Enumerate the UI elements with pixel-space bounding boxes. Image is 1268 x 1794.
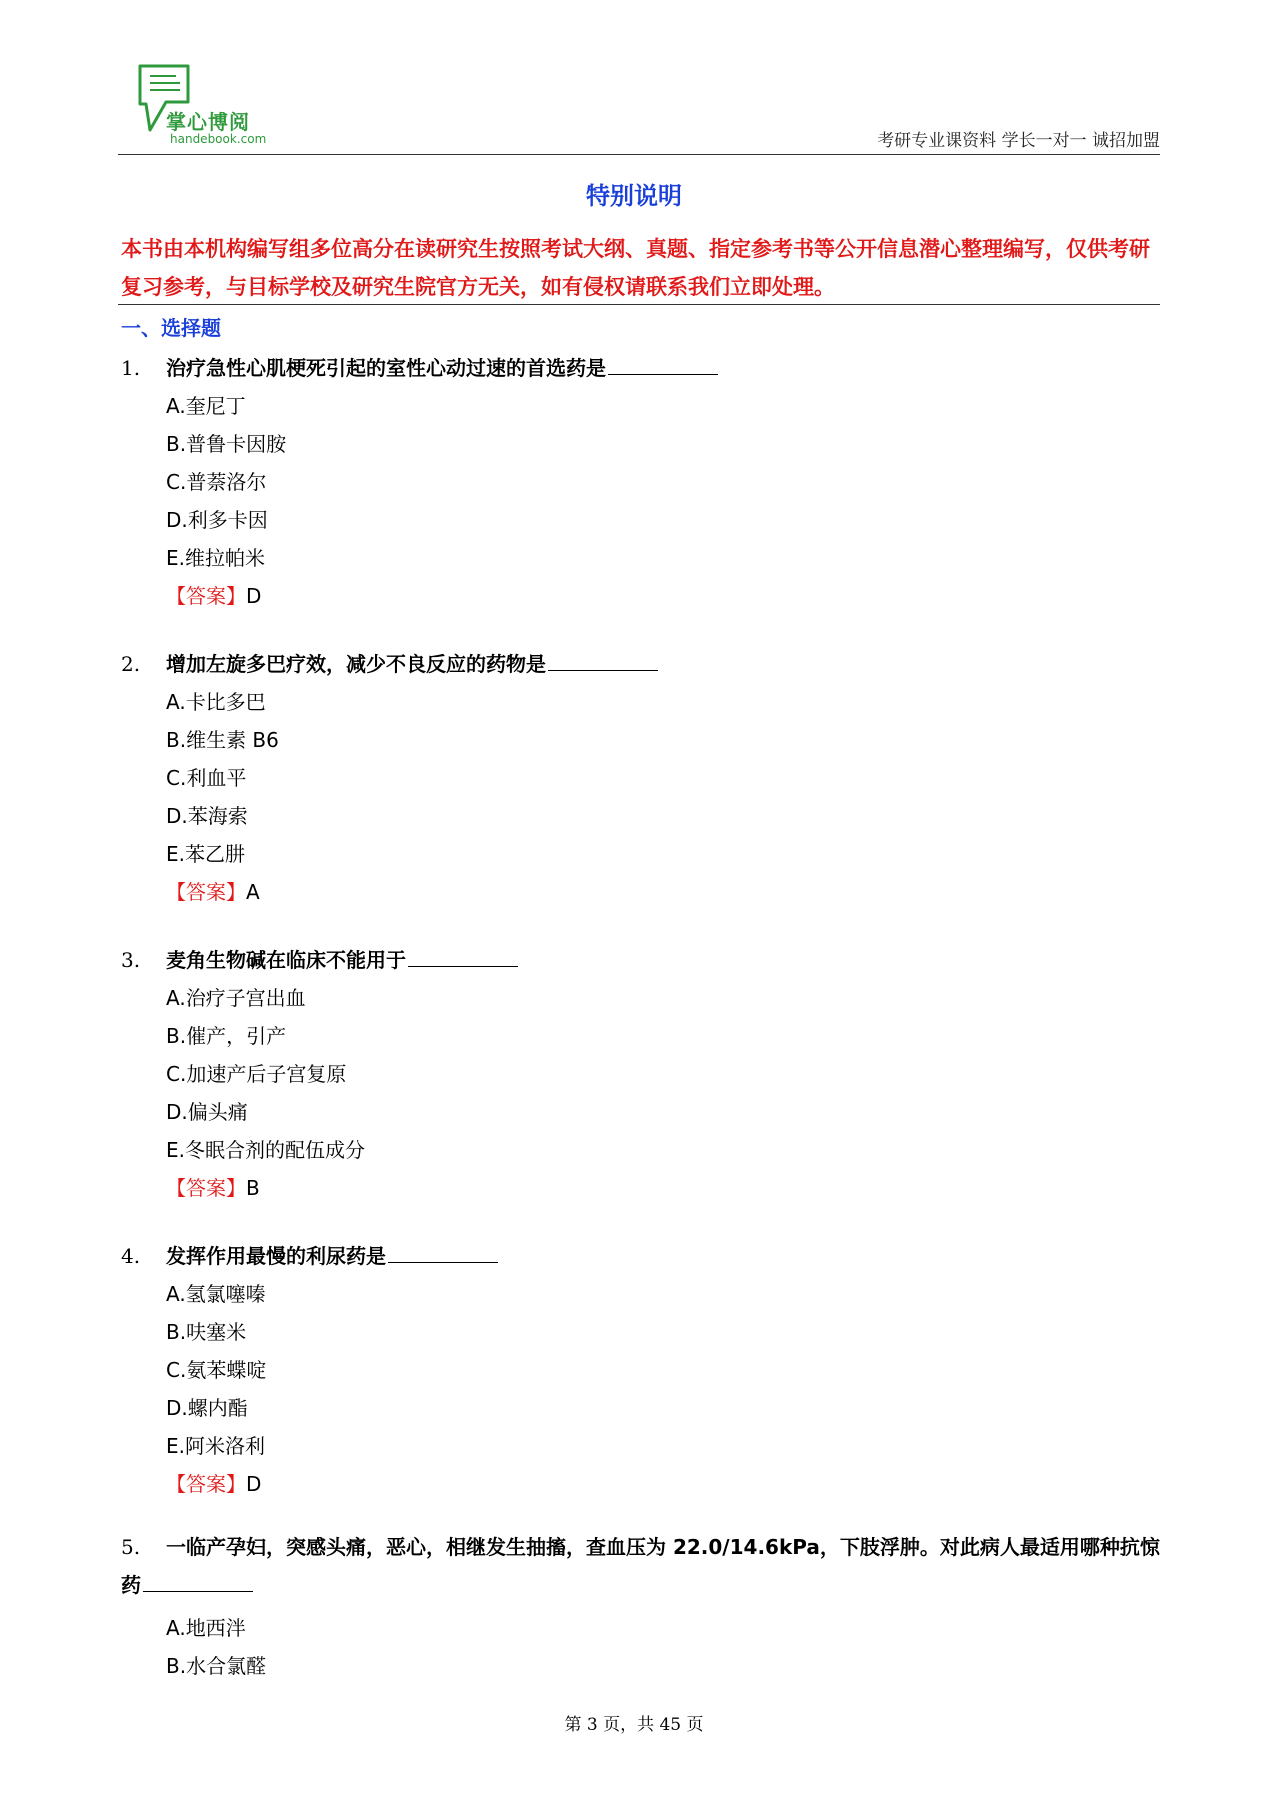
answer-tag: 【答案】 (166, 880, 246, 904)
option: E.阿米洛利 (166, 1434, 265, 1458)
question-stem (121, 648, 658, 677)
answer-blank (548, 652, 658, 671)
question-number: 3. (121, 948, 141, 972)
answer-value: A (246, 880, 260, 904)
question-stem (121, 1240, 498, 1269)
option: C.氨苯蝶啶 (166, 1358, 267, 1382)
question-number: 1. (121, 356, 141, 380)
option: A.地西泮 (166, 1616, 246, 1640)
answer-blank (608, 356, 718, 375)
answer-blank (408, 948, 518, 967)
question-number: 2. (121, 652, 141, 676)
answer-line (166, 876, 260, 905)
question-number: 5. (121, 1535, 141, 1559)
option: E.苯乙肼 (166, 842, 245, 866)
answer-line (166, 1172, 260, 1201)
answer-value: B (246, 1176, 260, 1200)
brand-logo (136, 64, 286, 148)
option: D.偏头痛 (166, 1100, 248, 1124)
option: A.治疗子宫出血 (166, 986, 306, 1010)
answer-blank (143, 1573, 253, 1592)
option: D.利多卡因 (166, 508, 268, 532)
option: B.水合氯醛 (166, 1654, 267, 1678)
option: C.普萘洛尔 (166, 470, 267, 494)
option: A.氢氯噻嗪 (166, 1282, 266, 1306)
header-divider (118, 154, 1160, 155)
option: E.维拉帕米 (166, 546, 265, 570)
option: E.冬眠合剂的配伍成分 (166, 1138, 365, 1162)
disclaimer-notice: 本书由本机构编写组多位高分在读研究生按照考试大纲、真题、指定参考书等公开信息潜心整理编写，仅供考研复习参考，与目标学校及研究生院官方无关，如有侵权请联系我们立即处理。 (121, 237, 1150, 299)
section-heading: 一、选择题 (121, 316, 221, 340)
option: B.催产，引产 (166, 1024, 287, 1048)
answer-value: D (246, 1472, 262, 1496)
option: B.维生素 B6 (166, 728, 279, 752)
question-text: 发挥作用最慢的利尿药是 (166, 1244, 386, 1268)
answer-blank (388, 1244, 498, 1263)
question-number: 4. (121, 1244, 141, 1268)
answer-tag: 【答案】 (166, 1176, 246, 1200)
question-text: 一临产孕妇，突感头痛，恶心，相继发生抽搐，查血压为 22.0/14.6kPa，下肢浮肿。对此病人最适用哪种抗惊药 (121, 1535, 1160, 1597)
option: A.卡比多巴 (166, 690, 266, 714)
answer-line (166, 1468, 261, 1497)
question-stem (121, 352, 718, 381)
question-text: 治疗急性心肌梗死引起的室性心动过速的首选药是 (166, 356, 606, 380)
option: A.奎尼丁 (166, 394, 246, 418)
page-number: 第 3 页，共 45 页 (564, 1715, 704, 1735)
question-stem (121, 944, 518, 973)
answer-tag: 【答案】 (166, 1472, 246, 1496)
answer-line (166, 580, 261, 609)
header-tagline: 考研专业课资料 学长一对一 诚招加盟 (877, 131, 1160, 151)
answer-value: D (246, 584, 262, 608)
page-title: 特别说明 (586, 182, 682, 210)
option: B.呋塞米 (166, 1320, 247, 1344)
option: B.普鲁卡因胺 (166, 432, 287, 456)
question-text: 增加左旋多巴疗效，减少不良反应的药物是 (166, 652, 546, 676)
option: C.加速产后子宫复原 (166, 1062, 347, 1086)
question-stem (121, 1528, 1161, 1604)
question-text: 麦角生物碱在临床不能用于 (166, 948, 406, 972)
option: C.利血平 (166, 766, 247, 790)
option: D.螺内酯 (166, 1396, 248, 1420)
notice-divider (118, 304, 1160, 305)
option: D.苯海索 (166, 804, 248, 828)
logo-name: 掌心博阅 (166, 110, 250, 134)
logo-url: handebook.com (170, 132, 267, 146)
answer-tag: 【答案】 (166, 584, 246, 608)
